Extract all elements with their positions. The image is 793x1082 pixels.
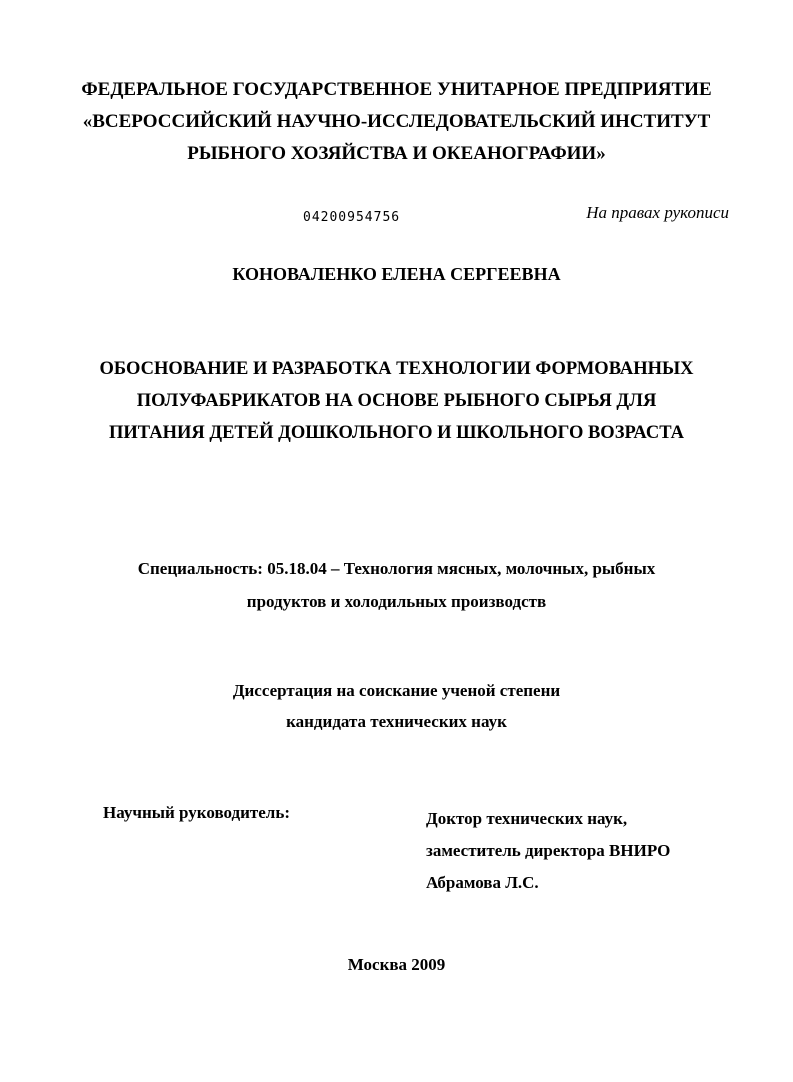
specialty-line: продуктов и холодильных производств [246, 592, 547, 611]
degree-line: Диссертация на соискание ученой степени [232, 681, 561, 700]
supervisor-line: заместитель директора ВНИРО [426, 841, 671, 860]
author-name: КОНОВАЛЕНКО ЕЛЕНА СЕРГЕЕВНА [232, 264, 561, 284]
specialty-line: Специальность: 05.18.04 – Технология мясных, молочных, рыбных [137, 559, 656, 578]
title-line: ПОЛУФАБРИКАТОВ НА ОСНОВЕ РЫБНОГО СЫРЬЯ ДЛЯ [136, 391, 657, 411]
supervisor-info [426, 803, 670, 899]
organization-header [0, 74, 793, 170]
organization-line: РЫБНОГО ХОЗЯЙСТВА И ОКЕАНОГРАФИИ» [187, 143, 606, 164]
organization-line: «ВСЕРОССИЙСКИЙ НАУЧНО-ИССЛЕДОВАТЕЛЬСКИЙ ИНСТИТУТ [82, 111, 711, 132]
rights-note: На правах рукописи [586, 203, 729, 222]
document-code: 04200954756 [303, 210, 401, 225]
city-year: Москва 2009 [347, 955, 446, 974]
title-line: ОБОСНОВАНИЕ И РАЗРАБОТКА ТЕХНОЛОГИИ ФОРМОВАННЫХ [99, 359, 694, 379]
degree-line: кандидата технических наук [286, 712, 507, 731]
specialty-block [0, 552, 793, 618]
dissertation-title [0, 353, 793, 449]
degree-block [0, 675, 793, 737]
title-line: ПИТАНИЯ ДЕТЕЙ ДОШКОЛЬНОГО И ШКОЛЬНОГО ВОЗРАСТА [109, 423, 684, 443]
supervisor-line: Доктор технических наук, [426, 809, 628, 828]
organization-line: ФЕДЕРАЛЬНОЕ ГОСУДАРСТВЕННОЕ УНИТАРНОЕ ПРЕДПРИЯТИЕ [81, 79, 712, 100]
supervisor-label: Научный руководитель: [103, 803, 290, 822]
supervisor-line: Абрамова Л.С. [426, 873, 539, 892]
